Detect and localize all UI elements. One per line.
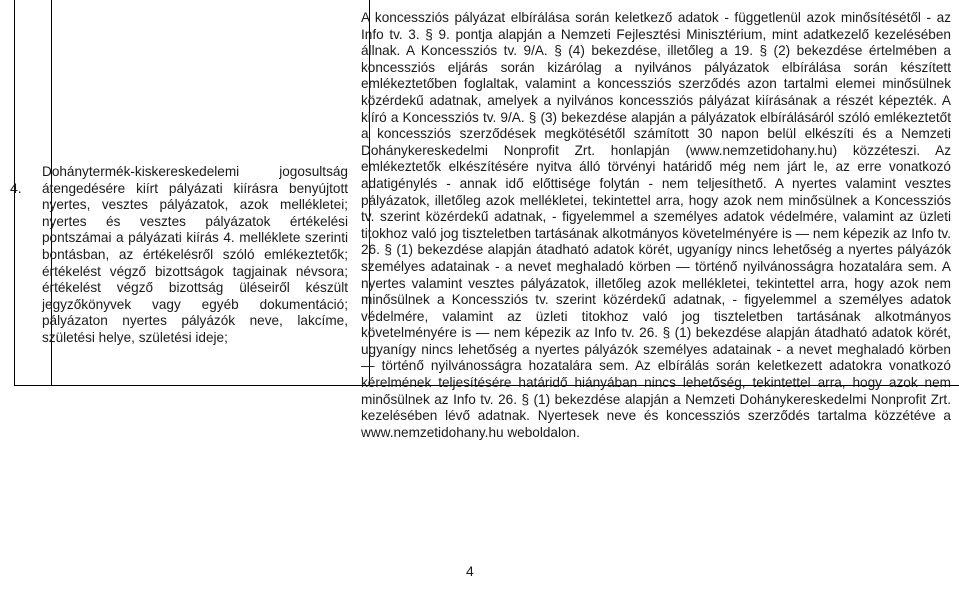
row-details-cell: A koncessziós pályázat elbírálása során keletkező adatok - függetlenül azok minősítésétől - az Info tv. 3. § 9. pontja alapján a Nemzeti Fejlesztési Minisztérium, mint adatkezelő kezelésében állnak. A Koncessziós tv. 9/A. § (4) bekezdése, illetőleg a 19. § (2) bekezdése értelmében a koncessziós eljárás során kizárólag a nyilvános pályázatok elbírálása során készített emlékeztetőben foglaltak, valamint a koncessziós szerződés azon tartalmi elemei minősülnek közérdekű adatnak, amelyek a nyilvános koncessziós pályázat kiírásának a részét képezték. A kiíró a Koncessziós tv. 9/A. § (3) bekezdése alapján a pályázatok elbírálásáról szóló emlékeztetőt a koncessziós szerződések megkötésétől számított 30 napon belül elkészíti és a Nemzeti Dohánykereskedelmi Nonprofit Zrt. honlapján (www.nemzetidohany.hu) közzéteszi. Az emlékeztetők elkészítésére nyitva álló törvényi határidő még nem járt le, az erre vonatkozó adatigénylés - annak idő előttisége folytán - nem teljesíthető. A nyertes valamint vesztes pályázatok, illetőleg azok mellékletei, tekintettel arra, hogy azok nem minősülnek a Koncessziós tv. szerint közérdekű adatnak, - figyelemmel a személyes adatok védelmére, valamint az üzleti titokhoz való jog tiszteletben tartásának alkotmányos követelményére is — nem képezik az Info tv. 26. § (1) bekezdése alapján átadható adatok körét, ugyanígy nincs lehetőség a nyertes pályázók személyes adatainak - a nevet meghaladó körben — történő nyilvánosságra hozatalára sem. A nyertes valamint vesztes pályázatok, illetőleg azok mellékletei, tekintettel arra, hogy azok nem minősülnek a Koncessziós tv. szerint közérdekű adatnak, - figyelemmel a személyes adatok védelmére, valamint az üzleti titokhoz való jog tiszteletben tartásának alkotmányos követelményére is — nem képezik az Info tv. 26. § (1) bekezdése alapján átadható adatok körét, ugyanígy nincs lehetőség a nyertes pályázók személyes adatainak - a nevet meghaladó körben — történő nyilvánosságra hozatalára sem. Az elbírálás során keletkezett adatokra vonatkozó kérelmének teljesítésére határidő hiányában nincs lehetőség, tekintettel arra, hogy azok nem minősülnek az Info tv. 26. § (1) bekezdése alapján a Nemzeti Dohánykereskedelmi Nonprofit Zrt. kezelésében lévő adatnak. Nyertesek neve és koncessziós szerződés tartalma közzétéve a www.nemzetidohany.hu weboldalon.: [361, 10, 951, 440]
row-description-cell: Dohánytermék-kiskereskedelemi jogosultság átengedésére kiírt pályázati kiírásra benyújtott nyertes, vesztes pályázatok, azok mellékletei; nyertes és vesztes pályázatok értékelési pontszámai a pályázati kiírás 4. melléklete szerinti bontásban, az értékelésről szóló emlékeztetők; értékelést végző bizottságok tagjainak névsora; értékelést végző bizottság üléseiről készült jegyzőkönyvek vagy egyéb dokumentáció; pályázaton nyertes pályázók neve, lakcíme, születési helye, születési ideje;: [42, 164, 348, 345]
row-number: 4.: [10, 180, 22, 196]
page-number: 4: [466, 563, 474, 579]
